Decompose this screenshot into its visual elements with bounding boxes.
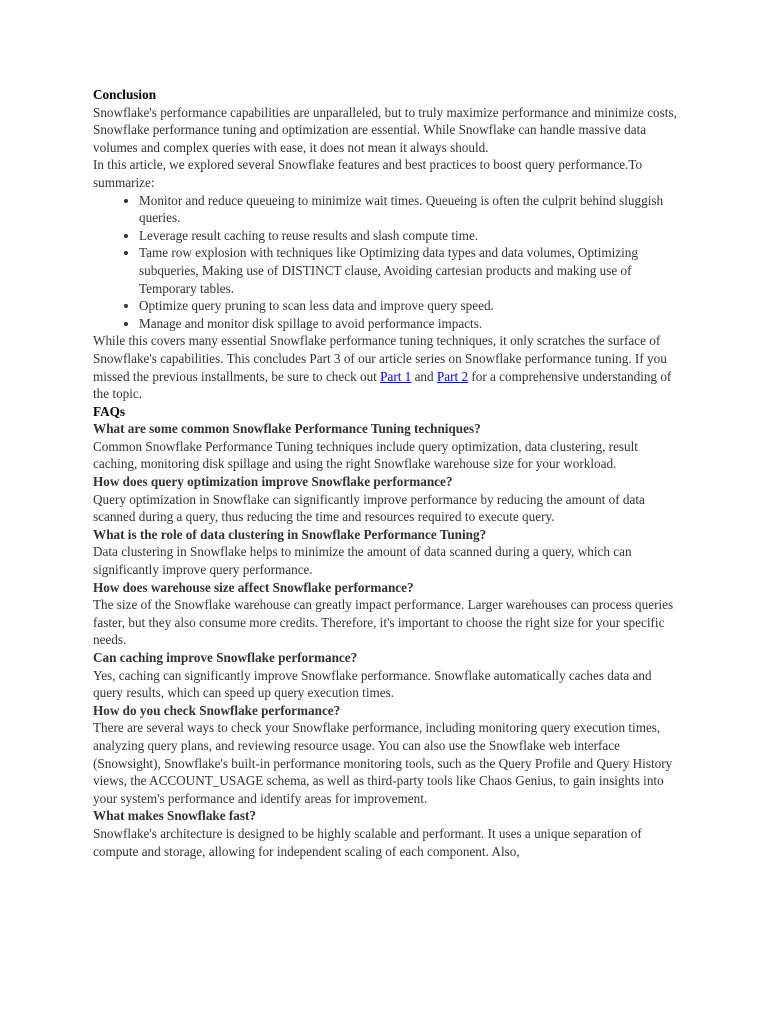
faq-answer: Query optimization in Snowflake can significantly improve performance by reducing the amount of data scanned during a query, thus reducing the time and resources required to execute query. bbox=[93, 491, 645, 525]
part-1-link[interactable]: Part 1 bbox=[380, 368, 412, 384]
paragraph-text: While this covers many essential Snowflake performance tuning techniques, it only scratches the surface of Snowflake's capabilities. This concludes Part 3 of our article series on Snowflake performance tuning. If you missed the previous installments, be sure to check out bbox=[93, 333, 667, 384]
faq-answer: Snowflake's architecture is designed to be highly scalable and performant. It uses a unique separation of compute and storage, allowing for independent scaling of each component. Also, bbox=[93, 825, 642, 859]
summary-item: • Monitor and reduce queueing to minimize wait times. Queueing is often the culprit behind sluggish queries. bbox=[139, 192, 681, 227]
summary-item: • Tame row explosion with techniques like Optimizing data types and data volumes, Optimizing subqueries, Making use of DISTINCT clause, Avoiding cartesian products and making use of Temporary tables. bbox=[139, 244, 681, 297]
part-2-link[interactable]: Part 2 bbox=[436, 368, 469, 384]
document-body bbox=[93, 86, 681, 860]
summary-list bbox=[93, 192, 681, 333]
faq-question: How do you check Snowflake performance? bbox=[93, 702, 341, 718]
faq-question: What are some common Snowflake Performance Tuning techniques? bbox=[93, 421, 481, 437]
summary-item: • Optimize query pruning to scan less data and improve query speed. bbox=[139, 297, 681, 315]
paragraph-text: for a comprehensive understanding of the topic. bbox=[93, 368, 672, 402]
faq-answer: The size of the Snowflake warehouse can greatly impact performance. Larger warehouses can process queries faster, but they also consume more credits. Therefore, it's important to choose the right size for your specific needs. bbox=[93, 597, 674, 648]
conclusion-paragraph-3 bbox=[93, 332, 681, 402]
summary-item: • Manage and monitor disk spillage to avoid performance impacts. bbox=[139, 315, 681, 333]
conclusion-paragraph-2: In this article, we explored several Snowflake features and best practices to boost query performance.To summarize: bbox=[93, 157, 643, 190]
conclusion-heading: Conclusion bbox=[93, 87, 157, 102]
faq-question: What is the role of data clustering in Snowflake Performance Tuning? bbox=[93, 526, 487, 542]
faqs-heading: FAQs bbox=[93, 403, 125, 419]
faq-answer: There are several ways to check your Snowflake performance, including monitoring query execution times, analyzing query plans, and reviewing resource usage. You can also use the Snowflake web interface (Snowsight), Snowflake's built-in performance monitoring tools, such as the Query Profile and Query History views, the ACCOUNT_USAGE schema, as well as third-party tools like Chaos Genius, to gain insights into your system's performance and identify areas for improvement. bbox=[93, 720, 673, 806]
faq-question: What makes Snowflake fast? bbox=[93, 808, 257, 824]
faq-question: How does query optimization improve Snowflake performance? bbox=[93, 474, 453, 490]
faq-question: How does warehouse size affect Snowflake performance? bbox=[93, 579, 414, 595]
conclusion-paragraph-1: Snowflake's performance capabilities are unparalleled, but to truly maximize performance and minimize costs, Snowflake performance tuning and optimization are essential. While Snowflake can handle massive data volumes and complex queries with ease, it does not mean it always should. bbox=[93, 104, 677, 155]
summary-item: • Leverage result caching to reuse results and slash compute time. bbox=[139, 227, 681, 245]
faq-answer: Common Snowflake Performance Tuning techniques include query optimization, data clustering, result caching, monitoring disk spillage and using the right Snowflake warehouse size for your workload. bbox=[93, 438, 638, 472]
faq-answer: Yes, caching can significantly improve Snowflake performance. Snowflake automatically caches data and query results, which can speed up query execution times. bbox=[93, 667, 652, 701]
faq-answer: Data clustering in Snowflake helps to minimize the amount of data scanned during a query, which can significantly improve query performance. bbox=[93, 544, 632, 578]
paragraph-text: and bbox=[411, 368, 437, 384]
faq-question: Can caching improve Snowflake performance? bbox=[93, 650, 358, 665]
